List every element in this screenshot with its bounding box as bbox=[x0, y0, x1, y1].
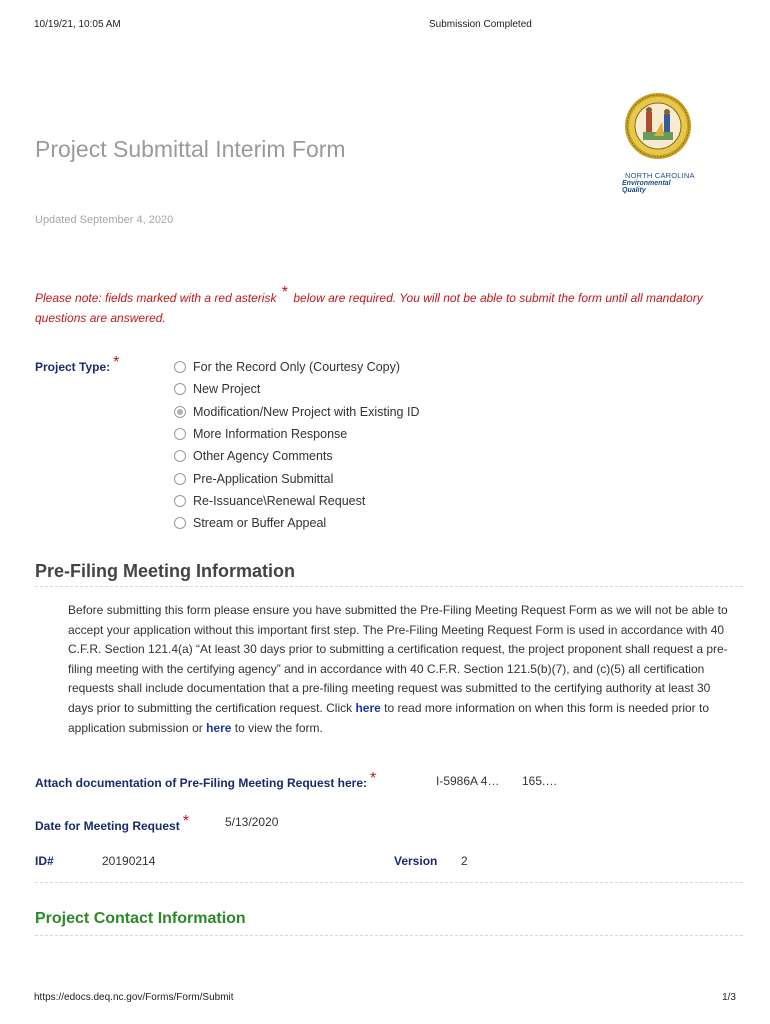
project-type-label bbox=[35, 354, 120, 376]
logo-agency-text: Environmental Quality bbox=[622, 180, 671, 194]
form-title: Project Submittal Interim Form bbox=[35, 136, 346, 162]
project-type-label-text: Project Type: bbox=[35, 360, 111, 374]
section-divider bbox=[35, 935, 743, 936]
id-label: ID# bbox=[35, 854, 54, 868]
prefiling-instructions bbox=[68, 601, 738, 738]
project-type-option[interactable] bbox=[174, 490, 419, 512]
updated-date: Updated September 4, 2020 bbox=[35, 214, 174, 226]
nc-deq-logo bbox=[620, 92, 696, 194]
radio-button[interactable] bbox=[174, 450, 186, 462]
required-asterisk: * bbox=[113, 354, 120, 371]
project-type-option[interactable] bbox=[174, 512, 419, 534]
attached-file[interactable]: I-5986A 4… bbox=[436, 774, 500, 788]
project-type-option[interactable] bbox=[174, 401, 419, 423]
project-type-option[interactable] bbox=[174, 445, 419, 467]
project-type-option[interactable] bbox=[174, 356, 419, 378]
option-label: Other Agency Comments bbox=[193, 449, 333, 464]
required-asterisk: * bbox=[370, 770, 377, 787]
project-type-option[interactable] bbox=[174, 423, 419, 445]
print-page-title: Submission Completed bbox=[429, 19, 532, 30]
attach-documentation-label bbox=[35, 770, 377, 792]
section-divider bbox=[35, 882, 743, 883]
info-here-link[interactable]: here bbox=[355, 700, 381, 715]
radio-button[interactable] bbox=[174, 473, 186, 485]
nc-state-seal-icon bbox=[624, 92, 692, 160]
section-divider bbox=[35, 586, 743, 587]
form-here-link[interactable]: here bbox=[206, 720, 232, 735]
required-fields-note bbox=[35, 284, 735, 328]
option-label: Re-Issuance\Renewal Request bbox=[193, 493, 366, 508]
attached-file[interactable]: 165.… bbox=[522, 774, 558, 788]
option-label: Stream or Buffer Appeal bbox=[193, 516, 327, 531]
option-label: For the Record Only (Courtesy Copy) bbox=[193, 360, 401, 375]
version-value[interactable]: 2 bbox=[461, 854, 468, 868]
print-header bbox=[34, 19, 736, 33]
option-label: Modification/New Project with Existing ID bbox=[193, 404, 420, 419]
required-asterisk: * bbox=[281, 284, 289, 301]
page-number: 1/3 bbox=[722, 992, 736, 1003]
radio-button[interactable] bbox=[174, 517, 186, 529]
note-text-end: below are required. You will not be able to submit the form until all mandatory questions are answered. bbox=[35, 291, 703, 325]
instructions-text: to view the form. bbox=[234, 720, 323, 735]
project-type-option[interactable] bbox=[174, 378, 419, 400]
radio-button[interactable] bbox=[174, 428, 186, 440]
instructions-text: to read more information on when this form is needed prior to application submission or bbox=[68, 700, 710, 735]
radio-button[interactable] bbox=[174, 383, 186, 395]
instructions-text: Before submitting this form please ensure you have submitted the Pre-Filing Meeting Request Form as we will not be able to accept your application without this important first step. The Pre-Filing Meeting Request Form is used in accordance with 40 C.F.R. Section 121.4(a) “At least 30 days prior to submitting a certification request, the project proponent shall request a pre-filing meeting with the certifying agency” and in accordance with 40 C.F.R. Section 121.5(b)(7), and (c)(5) all certification requests shall include documentation that a pre-filing meeting request was submitted to the certifying authority at least 30 days prior to submitting the certification request. Click bbox=[68, 603, 728, 715]
version-label: Version bbox=[394, 854, 438, 868]
print-datetime: 10/19/21, 10:05 AM bbox=[34, 19, 121, 30]
option-label: New Project bbox=[193, 382, 261, 397]
id-value[interactable]: 20190214 bbox=[102, 854, 156, 868]
date-label-text: Date for Meeting Request bbox=[35, 819, 180, 833]
contact-section-title: Project Contact Information bbox=[35, 910, 246, 927]
page-url: https://edocs.deq.nc.gov/Forms/Form/Submit bbox=[34, 992, 234, 1003]
logo-state-text: NORTH CAROLINA bbox=[625, 171, 695, 180]
print-footer bbox=[34, 992, 736, 1006]
meeting-date-label bbox=[35, 813, 189, 835]
radio-button-selected[interactable] bbox=[174, 406, 186, 418]
note-text-start: Please note: fields marked with a red asterisk bbox=[35, 291, 277, 305]
radio-button[interactable] bbox=[174, 361, 186, 373]
project-type-radio-group bbox=[174, 356, 419, 534]
required-asterisk: * bbox=[182, 813, 189, 830]
meeting-date-value[interactable]: 5/13/2020 bbox=[225, 815, 279, 829]
project-type-option[interactable] bbox=[174, 467, 419, 489]
prefiling-section-title: Pre-Filing Meeting Information bbox=[35, 561, 295, 581]
option-label: Pre-Application Submittal bbox=[193, 471, 334, 486]
attach-label-text: Attach documentation of Pre-Filing Meeting Request here: bbox=[35, 776, 368, 790]
option-label: More Information Response bbox=[193, 427, 348, 442]
radio-button[interactable] bbox=[174, 495, 186, 507]
